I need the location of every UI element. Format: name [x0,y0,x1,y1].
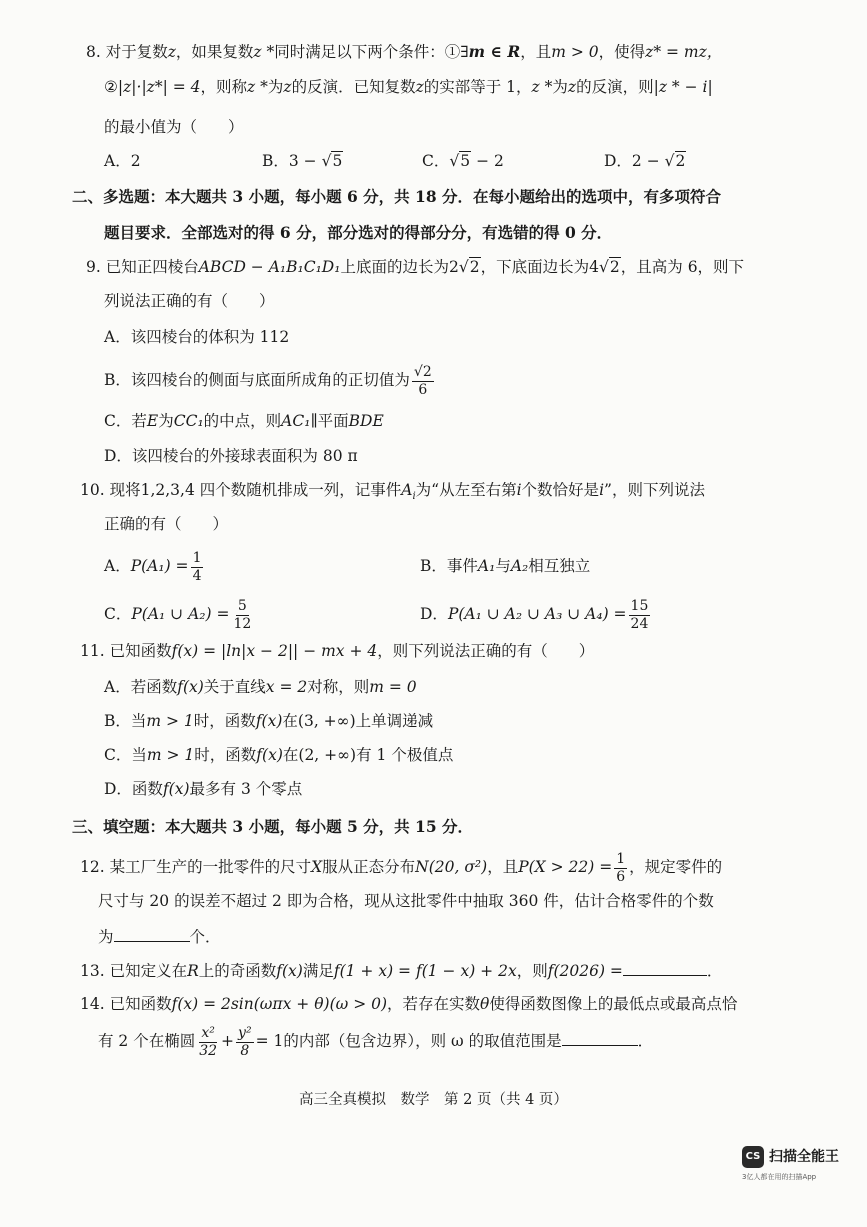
math-z: z [283,78,292,96]
text: P(X > 22) = [518,858,613,876]
q10-option-a [104,544,205,588]
text: θ [480,995,490,1013]
logo-title: 扫描全能王 [769,1149,839,1165]
q9-option-b [104,358,436,402]
text: BDE [348,412,384,430]
q8-line1 [86,41,722,63]
text: A₂ [510,557,529,575]
text: 9. 已知正四棱台 [86,258,199,276]
text: P(A₁ ∪ A₂ ∪ A₃ ∪ A₄) = [447,605,627,623]
text: 4 [589,258,599,276]
text: (2, +∞) [298,746,357,764]
text: 32 [199,1042,218,1059]
text: − 2 [471,152,504,170]
q12-line1 [80,845,722,889]
fraction [191,550,204,585]
camscanner-logo [742,1146,852,1186]
text: 12. 某工厂生产的一批零件的尺寸 [80,858,312,876]
math-zstar-eq: z* = mz， [645,43,723,61]
text: ，则 [516,962,548,980]
text: A [401,481,413,499]
text: 1 [616,850,626,867]
text: 有 1 个极值点 [356,746,454,764]
page-footer: 高三全真模拟 数学 第 2 页（共 4 页） [299,1092,568,1108]
text: ，若存在实数 [387,995,481,1013]
section-2-heading: 二、多选题：本大题共 3 小题，每小题 6 分，共 18 分．在每小题给出的选项中，有多项符合 [72,187,722,206]
text: f(x) [177,678,204,696]
text: C． [422,152,450,170]
text: 对称，则 [307,678,370,696]
text: D． [420,605,448,623]
text: ，规定零件的 [629,858,723,876]
q13-line [80,960,722,982]
text: 为 [267,78,284,96]
text: 的中点，则 [203,412,282,430]
section-3-heading: 三、填空题：本大题共 3 小题，每小题 5 分，共 15 分． [72,817,474,836]
text: y² [238,1024,252,1041]
text: 的实部等于 1， [423,78,532,96]
text: 上底面的边长为 [340,258,449,276]
text: + [221,1032,235,1050]
q8-option-d [604,150,686,172]
text: 2 [609,258,620,276]
text: 为“从左至右第 [415,481,517,499]
text: √2 [413,363,432,380]
q10-line1 [80,479,705,508]
text: N(20, σ²) [415,858,488,876]
q8-stem: 8. 对于复数 [86,43,168,61]
text: 2 [448,258,459,276]
q10-option-c [104,592,255,636]
text: f(x) [276,962,303,980]
q14-line2 [98,1018,653,1064]
text: x² [201,1024,215,1041]
text: B．3 − [262,152,322,170]
text: 的反演．已知复数 [291,78,416,96]
text: 有 2 个在椭圆 [98,1032,196,1050]
math-zstar: z * [531,78,553,96]
text: ，如果复数 [175,43,254,61]
fraction [236,1025,254,1060]
text: f(x) [255,712,283,730]
text: X [311,858,323,876]
math-m-pos: m > 0 [551,43,599,61]
sqrt-symbol: √2 [664,152,686,170]
text: m > 1 [146,712,194,730]
text: m > 1 [146,746,195,764]
q11-option-b [104,710,433,732]
text: R [187,962,199,980]
fraction [614,851,627,886]
text: f(x) = 2sin(ωπx + θ)(ω > 0) [171,995,388,1013]
logo-subtitle: 3亿人都在用的扫描App [742,1173,817,1181]
text: A． [104,557,131,575]
text: 8 [240,1042,250,1059]
text: P(A₁) = [130,557,189,575]
text: 在 [282,712,298,730]
math-z: z [567,78,577,96]
text: 服从正态分布 [322,858,416,876]
text: ． [637,1032,654,1050]
section-2-heading-cont: 题目要求．全部选对的得 6 分，部分选对的得部分分，有选错的得 0 分． [104,223,613,242]
q9-line2: 列说法正确的有（ ） [104,292,275,310]
text: 为 [98,928,114,946]
text: f(x) = |ln|x − 2|| − mx + 4 [171,642,378,660]
q11-line1 [80,640,594,662]
text: 个． [189,928,221,946]
text: D．2 − [604,152,665,170]
text: ，则下列说法正确的有（ ） [377,642,595,660]
text: B．当 [104,712,147,730]
text: 13. 已知定义在 [80,962,188,980]
text: B．事件 [420,557,478,575]
text: ，下底面边长为 [480,258,590,276]
q12-line3 [98,926,221,948]
text: 时，函数 [193,712,256,730]
text: AC₁ [281,412,311,430]
q14-line1 [80,993,737,1015]
sqrt-symbol: √5 [449,152,471,170]
text: f(x) [256,746,283,764]
q9-line1 [86,256,744,278]
math-abs-target: |z * − i| [653,78,713,96]
text: x = 2 [265,678,308,696]
text: 满足 [302,962,334,980]
q9-option-d: D．该四棱台的外接球表面积为 80 π [104,447,358,465]
text: A．若函数 [104,678,178,696]
q8-option-b [262,150,343,172]
text: 同时满足以下两个条件：①∃ [274,43,469,61]
q8-option-c [422,150,504,172]
q9-option-a: A．该四棱台的体积为 112 [104,328,290,346]
q12-line2: 尺寸与 20 的误差不超过 2 即为合格，现从这批零件中抽取 360 件，估计合格零件的个数 [98,892,714,910]
q10-line2: 正确的有（ ） [104,515,229,533]
text: 的内部（包含边界），则 ω 的取值范围是 [283,1032,562,1050]
text: ，使得 [598,43,646,61]
math-abs-cond: |z|·|z*| = 4 [117,78,201,96]
answer-blank[interactable] [114,941,190,942]
text: C．当 [104,746,147,764]
text: i [412,491,416,503]
text: ． [706,962,723,980]
math-zstar: z * [247,78,268,96]
text: f(2026) = [547,962,623,980]
text: 为 [552,78,568,96]
q8-option-a: A．2 [104,152,141,170]
text: 上的奇函数 [198,962,277,980]
text: C． [104,605,132,623]
answer-blank[interactable] [623,975,707,976]
math-m-in-r: m ∈ R [468,42,521,61]
q9-option-c [104,410,384,432]
fraction [412,364,434,399]
text: 关于直线 [203,678,266,696]
text: 的反演，则 [576,78,654,96]
math-zstar: z * [253,43,275,61]
text: i [516,481,522,499]
text: ② [104,78,118,96]
q10-option-d [420,592,652,636]
text: D．函数 [104,780,163,798]
text: C．若 [104,412,147,430]
text: f(x) [162,780,190,798]
text: 与 [495,557,511,575]
text: 6 [418,381,428,398]
fraction [629,598,651,633]
q8-line3: 的最小值为（ ） [104,118,244,136]
fraction [231,598,253,633]
text: f(1 + x) = f(1 − x) + 2x [333,962,517,980]
math-z: z [167,43,176,61]
q11-option-d [104,778,302,800]
text: = 1 [255,1032,284,1050]
cs-icon: CS [742,1146,764,1168]
text: 个数恰好是 [521,481,600,499]
q10-option-b [420,555,590,577]
q11-option-a [104,676,417,698]
text: ，且高为 6，则下 [620,258,745,276]
text: 2 [675,152,686,170]
text: i [599,481,605,499]
q8-line2 [104,76,713,98]
q11-option-c [104,744,453,766]
text: 24 [630,615,649,632]
text: 5 [237,597,247,614]
text: 1 [192,549,202,566]
text: E [146,412,159,430]
text: 上单调递减 [355,712,434,730]
text: 为 [158,412,174,430]
text: 2 [469,258,480,276]
text: 15 [630,597,649,614]
text: 最多有 3 个零点 [189,780,303,798]
text: m = 0 [369,678,417,696]
math-frustum: ABCD − A₁B₁C₁D₁ [198,258,341,276]
text: ，且 [487,858,519,876]
text: B．该四棱台的侧面与底面所成角的正切值为 [104,371,410,389]
text: 使得函数图像上的最低点或最高点恰 [489,995,738,1013]
answer-blank[interactable] [562,1045,638,1046]
text: 5 [332,152,343,170]
text: 在 [282,746,299,764]
math-z: z [415,78,424,96]
text: (3, +∞) [297,712,356,730]
text: ”，则下列说法 [604,481,705,499]
text: 12 [233,615,252,632]
text: ，且 [520,43,552,61]
text: 11. 已知函数 [80,642,172,660]
text: 相互独立 [528,557,591,575]
text: 14. 已知函数 [80,995,172,1013]
text: 10. 现将1,2,3,4 四个数随机排成一列，记事件 [80,481,402,499]
text: A₁ [477,557,496,575]
text: ∥平面 [310,412,349,430]
fraction [197,1025,219,1060]
text: 5 [460,152,471,170]
text: 6 [616,868,626,885]
text: ，则称 [200,78,248,96]
text: 4 [192,567,202,584]
sqrt-symbol: √5 [321,152,343,170]
text: P(A₁ ∪ A₂) = [131,605,230,623]
text: CC₁ [173,412,204,430]
text: 时，函数 [194,746,257,764]
sqrt-symbol: √2 [458,258,480,276]
sqrt-symbol: √2 [599,258,620,276]
